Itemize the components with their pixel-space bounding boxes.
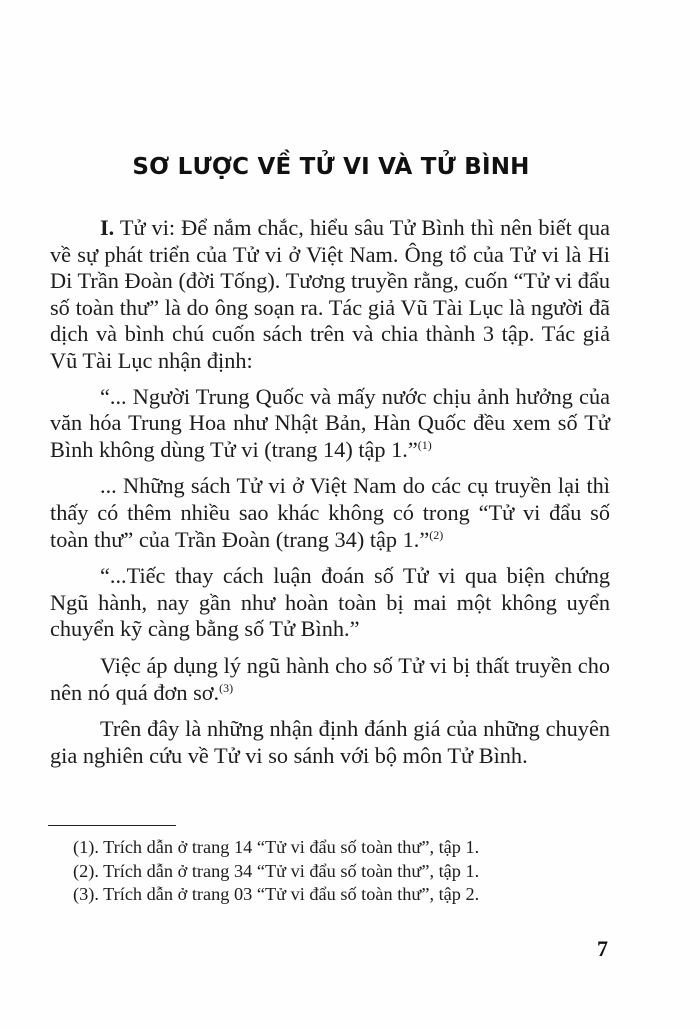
paragraph-text: “... Người Trung Quốc và mấy nước chịu ảnh hưởng của văn hóa Trung Hoa như Nhật Bản, Hàn Quốc đều xem số Tử Bình không dùng Tử vi (trang 14) tập 1.” <box>50 383 610 462</box>
paragraph-text: Trên đây là những nhận định đánh giá của những chuyên gia nghiên cứu về Tử vi so sánh với bộ môn Tử Bình. <box>50 716 610 768</box>
footnote-1: (1). Trích dẫn ở trang 14 “Tử vi đẩu số toàn thư”, tập 1. <box>73 837 480 857</box>
footnote-3: (3). Trích dẫn ở trang 03 “Tử vi đẩu số toàn thư”, tập 2. <box>73 884 480 904</box>
body-text <box>50 215 610 779</box>
section-number: I. <box>100 215 115 240</box>
paragraph-quote-2 <box>50 473 610 553</box>
paragraph-text: ... Những sách Tử vi ở Việt Nam do các cụ truyền lại thì thấy có thêm nhiều sao khác không có trong “Tử vi đẩu số toàn thư” của Trần Đoàn (trang 34) tập 1.” <box>50 473 610 552</box>
paragraph-text: “...Tiếc thay cách luận đoán số Tử vi qua biện chứng Ngũ hành, nay gần như hoàn toàn bị mai một không uyển chuyển kỹ càng bằng số Tử Bình.” <box>50 563 610 642</box>
paragraph-five-elements <box>50 653 610 706</box>
footnote-2: (2). Trích dẫn ở trang 34 “Tử vi đẩu số toàn thư”, tập 1. <box>73 860 480 881</box>
paragraph-quote-1 <box>50 384 610 464</box>
paragraph-quote-3 <box>50 563 610 643</box>
paragraph-text: Việc áp dụng lý ngũ hành cho số Tử vi bị thất truyền cho nên nó quá đơn sơ. <box>50 652 610 705</box>
page-title: SƠ LƯỢC VỀ TỬ VI VÀ TỬ BÌNH <box>132 154 530 181</box>
footnote-reference: (2) <box>429 527 444 542</box>
footnote-reference: (1) <box>417 437 432 452</box>
paragraph-intro <box>50 215 610 375</box>
paragraph-conclusion <box>50 716 610 769</box>
footnotes <box>73 836 633 907</box>
page-number: 7 <box>597 936 608 961</box>
paragraph-text: Tử vi: Để nắm chắc, hiểu sâu Tử Bình thì nên biết qua về sự phát triển của Tử vi ở Việt Nam. Ông tổ của Tử vi là Hi Di Trần Đoàn (đời Tống). Tương truyền rằng, cuốn “Tử vi đẩu số toàn thư” là do ông soạn ra. Tác giả Vũ Tài Lục là người đã dịch và bình chú cuốn sách trên và chia thành 3 tập. Tác giả Vũ Tài Lục nhận định: <box>50 215 610 373</box>
footnote-divider <box>48 825 176 826</box>
footnote-reference: (3) <box>219 680 234 695</box>
